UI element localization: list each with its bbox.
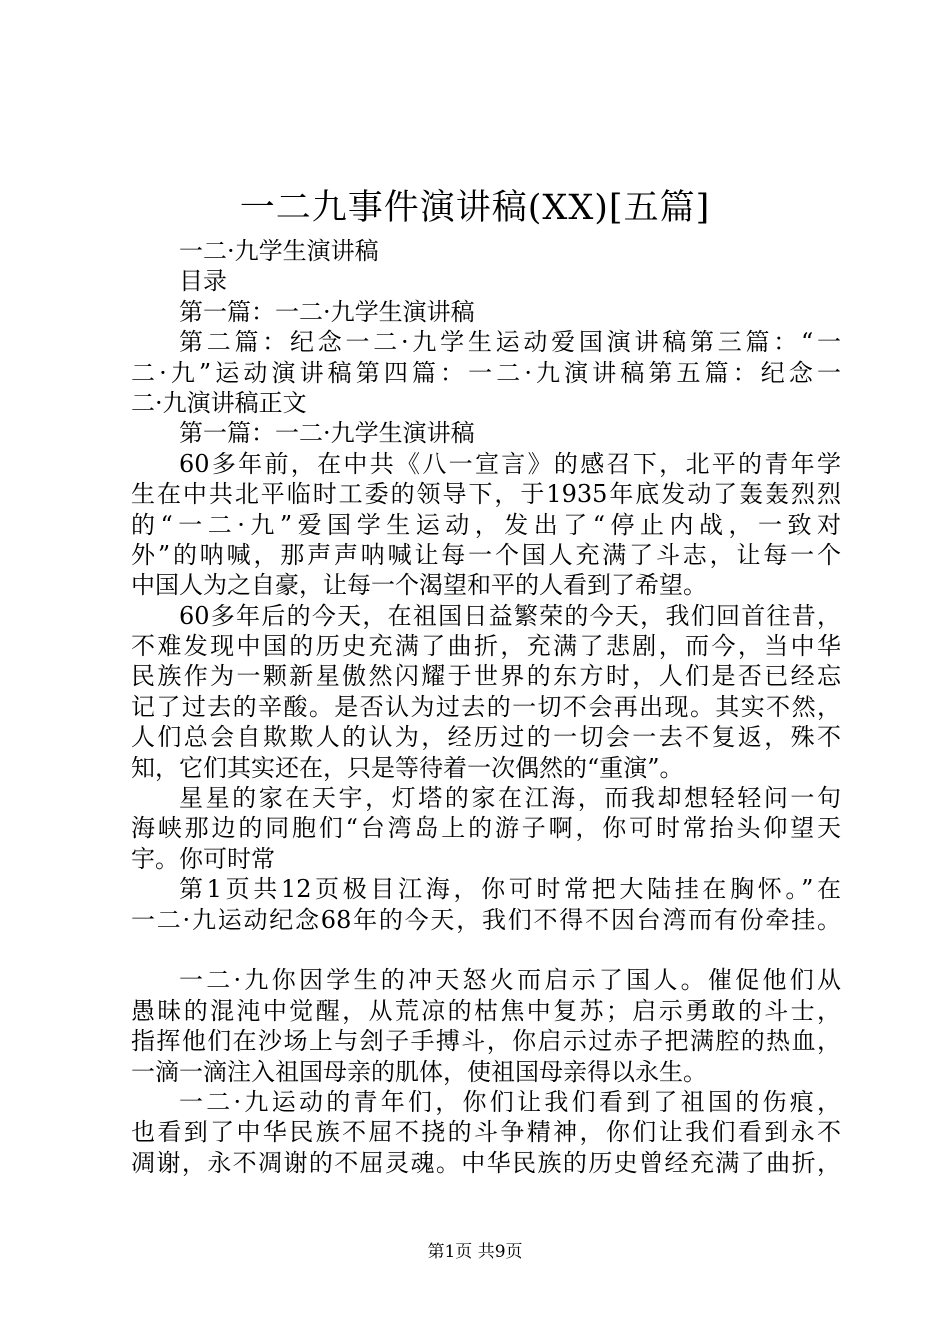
body-line: 不难发现中国的历史充满了曲折，充满了悲剧，而今，当中华	[131, 632, 841, 661]
page-footer: 第1页 共9页	[427, 1242, 523, 1262]
body-line: 愚昧的混沌中觉醒，从荒凉的枯焦中复苏；启示勇敢的斗士，	[131, 996, 841, 1025]
body-line: 生在中共北平临时工委的领导下，于1935年底发动了轰轰烈烈	[131, 480, 841, 509]
body-line: 民族作为一颗新星傲然闪耀于世界的东方时，人们是否已经忘	[131, 662, 841, 691]
body-line: 目录	[179, 267, 227, 296]
body-line: 一滴一滴注入祖国母亲的肌体，使祖国母亲得以永生。	[131, 1057, 707, 1086]
body-line	[131, 935, 841, 965]
document-body	[131, 236, 841, 1178]
body-line: 海峡那边的同胞们“台湾岛上的游子啊，你可时常抬头仰望天	[131, 814, 841, 843]
body-line: 凋谢，永不凋谢的不屈灵魂。中华民族的历史曾经充满了曲折，	[131, 1148, 841, 1177]
body-line: 外”的呐喊，那声声呐喊让每一个国人充满了斗志，让每一个	[131, 540, 841, 569]
body-line: 人们总会自欺欺人的认为，经历过的一切会一去不复返，殊不	[131, 723, 841, 752]
body-line: 宇。你可时常	[131, 844, 275, 873]
document-title: 一二九事件演讲稿(XX)[五篇]	[239, 188, 711, 228]
body-line: 第二篇：纪念一二·九学生运动爱国演讲稿第三篇：“一	[179, 328, 841, 357]
body-line: 指挥他们在沙场上与刽子手搏斗，你启示过赤子把满腔的热血，	[131, 1027, 841, 1056]
body-line: 一二·九运动纪念68年的今天，我们不得不因台湾而有份牵挂。	[131, 905, 841, 934]
body-line: 星星的家在天宇，灯塔的家在江海，而我却想轻轻问一句	[179, 784, 841, 813]
body-line: 一二·九你因学生的冲天怒火而启示了国人。催促他们从	[179, 966, 841, 995]
body-line: 记了过去的辛酸。是否认为过去的一切不会再出现。其实不然，	[131, 692, 841, 721]
body-line: 也看到了中华民族不屈不挠的斗争精神，你们让我们看到永不	[131, 1118, 841, 1147]
body-line: 第一篇：一二·九学生演讲稿	[179, 297, 475, 326]
body-line: 知，它们其实还在，只是等待着一次偶然的“重演”。	[131, 753, 684, 782]
body-line: 二·九演讲稿正文	[131, 388, 307, 417]
body-line: 中国人为之自豪，让每一个渴望和平的人看到了希望。	[131, 571, 707, 600]
body-line: 一二·九学生演讲稿	[179, 237, 379, 265]
body-line: 一二·九运动的青年们，你们让我们看到了祖国的伤痕，	[179, 1087, 841, 1116]
body-line: 二·九”运动演讲稿第四篇：一二·九演讲稿第五篇：纪念一	[131, 358, 841, 387]
body-line: 第一篇：一二·九学生演讲稿	[179, 419, 475, 448]
body-line: 的“一二·九”爱国学生运动，发出了“停止内战，一致对	[131, 510, 841, 539]
body-line: 第1页共12页极目江海，你可时常把大陆挂在胸怀。”在	[179, 875, 841, 904]
body-line: 60多年后的今天，在祖国日益繁荣的今天，我们回首往昔，	[179, 601, 841, 630]
body-line: 60多年前，在中共《八一宣言》的感召下，北平的青年学	[179, 449, 841, 478]
